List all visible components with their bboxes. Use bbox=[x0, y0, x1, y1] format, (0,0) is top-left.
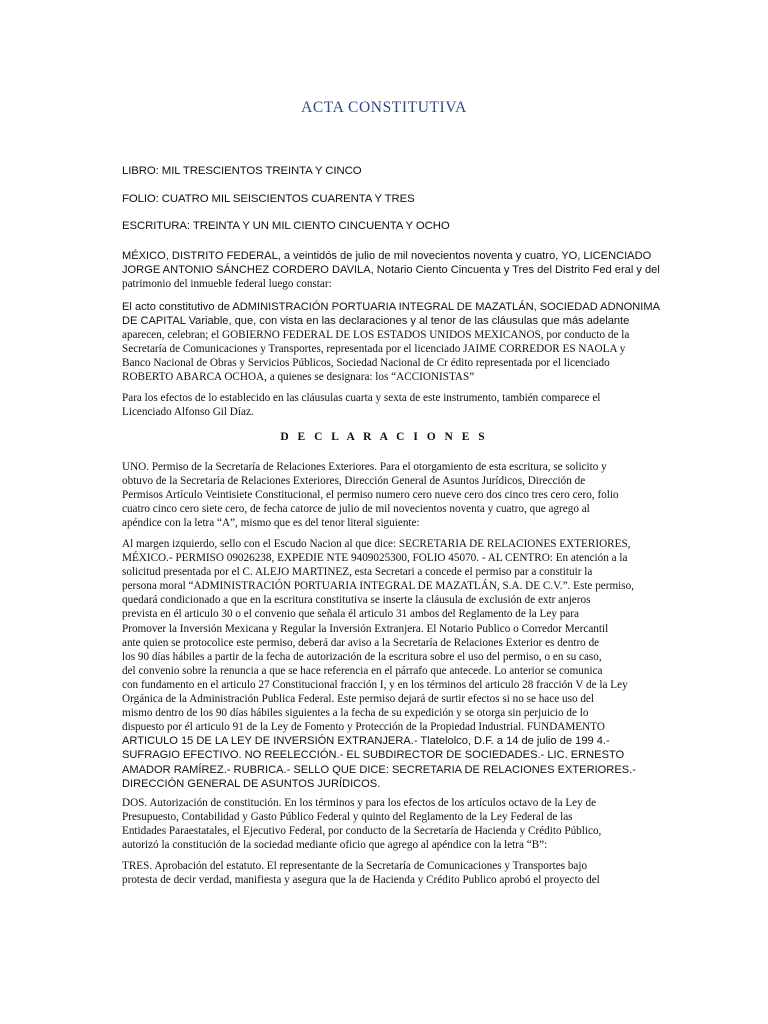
folio-text: FOLIO: CUATRO MIL SEISCIENTOS CUARENTA Y TRES bbox=[122, 193, 415, 205]
margen-line: SUFRAGIO EFECTIVO. NO REELECCIÓN.- EL SUBDIRECTOR DE SOCIEDADES.- LIC. ERNESTO bbox=[122, 749, 625, 762]
uno-line: apéndice con la letra “A”, mismo que es del tenor literal siguiente: bbox=[122, 517, 420, 530]
tres-paragraph bbox=[122, 859, 647, 887]
intro-line: MÉXICO, DISTRITO FEDERAL, a veintidós de julio de mil novecientos noventa y cuatro, YO, LICENCIADO bbox=[122, 250, 652, 262]
margen-line: Orgánica de la Administración Publica Federal. Este permiso dejará de surtir efectos si no se hace uso del bbox=[122, 693, 595, 706]
acto-line: El acto constitutivo de ADMINISTRACIÓN PORTUARIA INTEGRAL DE MAZATLÁN, SOCIEDAD ADNONIMA bbox=[122, 301, 660, 313]
margen-line: AMADOR RAMÍREZ.- RUBRICA.- SELLO QUE DICE: SECRETARIA DE RELACIONES EXTERIORES.- bbox=[122, 763, 636, 776]
margen-line: DIRECCIÓN GENERAL DE ASUNTOS JURÍDICOS. bbox=[122, 777, 381, 790]
uno-line: obtuvo de la Secretaría de Relaciones Exteriores, Dirección General de Asuntos Jurídicos, Dirección de bbox=[122, 475, 586, 488]
efectos-line: Licenciado Alfonso Gil Díaz. bbox=[122, 406, 254, 419]
efectos-line: Para los efectos de lo establecido en las cláusulas cuarta y sexta de este instrumento, también comparece el bbox=[122, 392, 601, 404]
folio-line bbox=[122, 192, 647, 206]
margen-line: prevista en él articulo 30 o el convenio que señala él articulo 31 ambos del Reglamento de la Ley para bbox=[122, 608, 579, 621]
dos-paragraph bbox=[122, 796, 647, 852]
acto-line: Secretaría de Comunicaciones y Transportes, representada por el licenciado JAIME CORREDOR ES NAOLA y bbox=[122, 343, 626, 356]
declaraciones-heading: D E C L A R A C I O N E S bbox=[280, 431, 488, 443]
margen-line: dispuesto por él articulo 91 de la Ley de Fomento y Protección de la Propiedad Industrial. FUNDAMENTO bbox=[122, 721, 605, 734]
dos-line: autorizó la constitución de la sociedad mediante oficio que agrego al apéndice con la letra “B”: bbox=[122, 839, 548, 852]
tres-line: TRES. Aprobación del estatuto. El representante de la Secretaría de Comunicaciones y Transportes bajo bbox=[122, 860, 588, 872]
efectos-paragraph bbox=[122, 391, 647, 419]
acto-line: Banco Nacional de Obras y Servicios Públicos, Sociedad Nacional de Cr édito representada por el licenciado bbox=[122, 357, 610, 370]
margen-line: ARTICULO 15 DE LA LEY DE INVERSIÓN EXTRANJERA.- Tlatelolco, D.F. a 14 de julio de 199 4.- bbox=[122, 735, 610, 748]
margen-line: con fundamento en el articulo 27 Constitucional fracción I, y en los términos del articulo 28 fracción V de la Ley bbox=[122, 678, 628, 691]
margen-line: mismo dentro de los 90 días hábiles siguientes a la fecha de su expedición y se otorga sin perjuicio de lo bbox=[122, 707, 589, 720]
margen-line: persona moral “ADMINISTRACIÓN PORTUARIA INTEGRAL DE MAZATLÁN, S.A. DE C.V.”. Este permiso, bbox=[122, 580, 635, 593]
margen-line: MÉXICO.- PERMISO 09026238, EXPEDIE NTE 9409025300, FOLIO 45070. - AL CENTRO: En atención a la bbox=[122, 552, 628, 565]
dos-line: Presupuesto, Contabilidad y Gasto Público Federal y quinto del Reglamento de la Ley Federal de las bbox=[122, 811, 573, 824]
uno-line: Permisos Artículo Veintisiete Constitucional, el permiso numero cero nueve cero dos cinco tres cero cero, folio bbox=[122, 489, 619, 502]
acto-line: ROBERTO ABARCA OCHOA, a quienes se designara: los “ACCIONISTAS” bbox=[122, 371, 475, 384]
margen-line: quedará condicionado a que en la escritura constitutiva se inserte la cláusula de exclusión de extr anjeros bbox=[122, 594, 591, 607]
intro-paragraph bbox=[122, 249, 660, 291]
escritura-line bbox=[122, 219, 647, 233]
acto-line: aparecen, celebran; el GOBIERNO FEDERAL DE LOS ESTADOS UNIDOS MEXICANOS, por conducto de la bbox=[122, 329, 630, 342]
uno-line: cuatro cinco cero siete cero, de fecha catorce de julio de mil novecientos noventa y cuatro, que agrego al bbox=[122, 503, 590, 516]
uno-line: UNO. Permiso de la Secretaría de Relaciones Exteriores. Para el otorgamiento de esta escritura, se solicito y bbox=[122, 461, 607, 473]
uno-paragraph bbox=[122, 460, 647, 530]
margen-line: Al margen izquierdo, sello con el Escudo Nacion al que dice: SECRETARIA DE RELACIONES EXTERIORES, bbox=[122, 538, 631, 550]
libro-text: LIBRO: MIL TRESCIENTOS TREINTA Y CINCO bbox=[122, 165, 362, 177]
libro-line bbox=[122, 164, 647, 178]
dos-line: DOS. Autorización de constitución. En los términos y para los efectos de los artículos octavo de la Ley de bbox=[122, 797, 597, 809]
margen-paragraph bbox=[122, 537, 647, 791]
document-title: ACTA CONSTITUTIVA bbox=[301, 99, 467, 116]
acto-paragraph bbox=[122, 300, 660, 385]
margen-line: del convenio sobre la renuncia a que se hace referencia en el párrafo que antecede. Lo anterior se comunica bbox=[122, 664, 603, 677]
escritura-text: ESCRITURA: TREINTA Y UN MIL CIENTO CINCUENTA Y OCHO bbox=[122, 220, 450, 232]
intro-line: JORGE ANTONIO SÁNCHEZ CORDERO DAVILA, Notario Ciento Cincuenta y Tres del Distrito Fed eral y del bbox=[122, 264, 660, 277]
intro-line: patrimonio del inmueble federal luego constar: bbox=[122, 278, 332, 291]
dos-line: Entidades Paraestatales, el Ejecutivo Federal, por conducto de la Secretaría de Hacienda y Crédito Público, bbox=[122, 825, 602, 838]
margen-line: los 90 días hábiles a partir de la fecha de autorización de la escritura sobre el uso del permiso, o en su caso, bbox=[122, 650, 602, 663]
margen-line: ante quien se protocolice este permiso, deberá dar aviso a la Secretaría de Relaciones Exterior es dentro de bbox=[122, 636, 600, 649]
margen-line: solicitud presentada por el C. ALEJO MARTINEZ, esta Secretari a concede el permiso par a constituir la bbox=[122, 566, 593, 579]
tres-line: protesta de decir verdad, manifiesta y asegura que la de Hacienda y Crédito Publico aprobó el proyecto del bbox=[122, 874, 600, 887]
margen-line: Promover la Inversión Mexicana y Regular la Inversión Extranjera. El Notario Publico o Corredor Mercantil bbox=[122, 622, 609, 635]
acto-line: DE CAPITAL Variable, que, con vista en las declaraciones y al tenor de las cláusulas que más adelante bbox=[122, 315, 630, 328]
